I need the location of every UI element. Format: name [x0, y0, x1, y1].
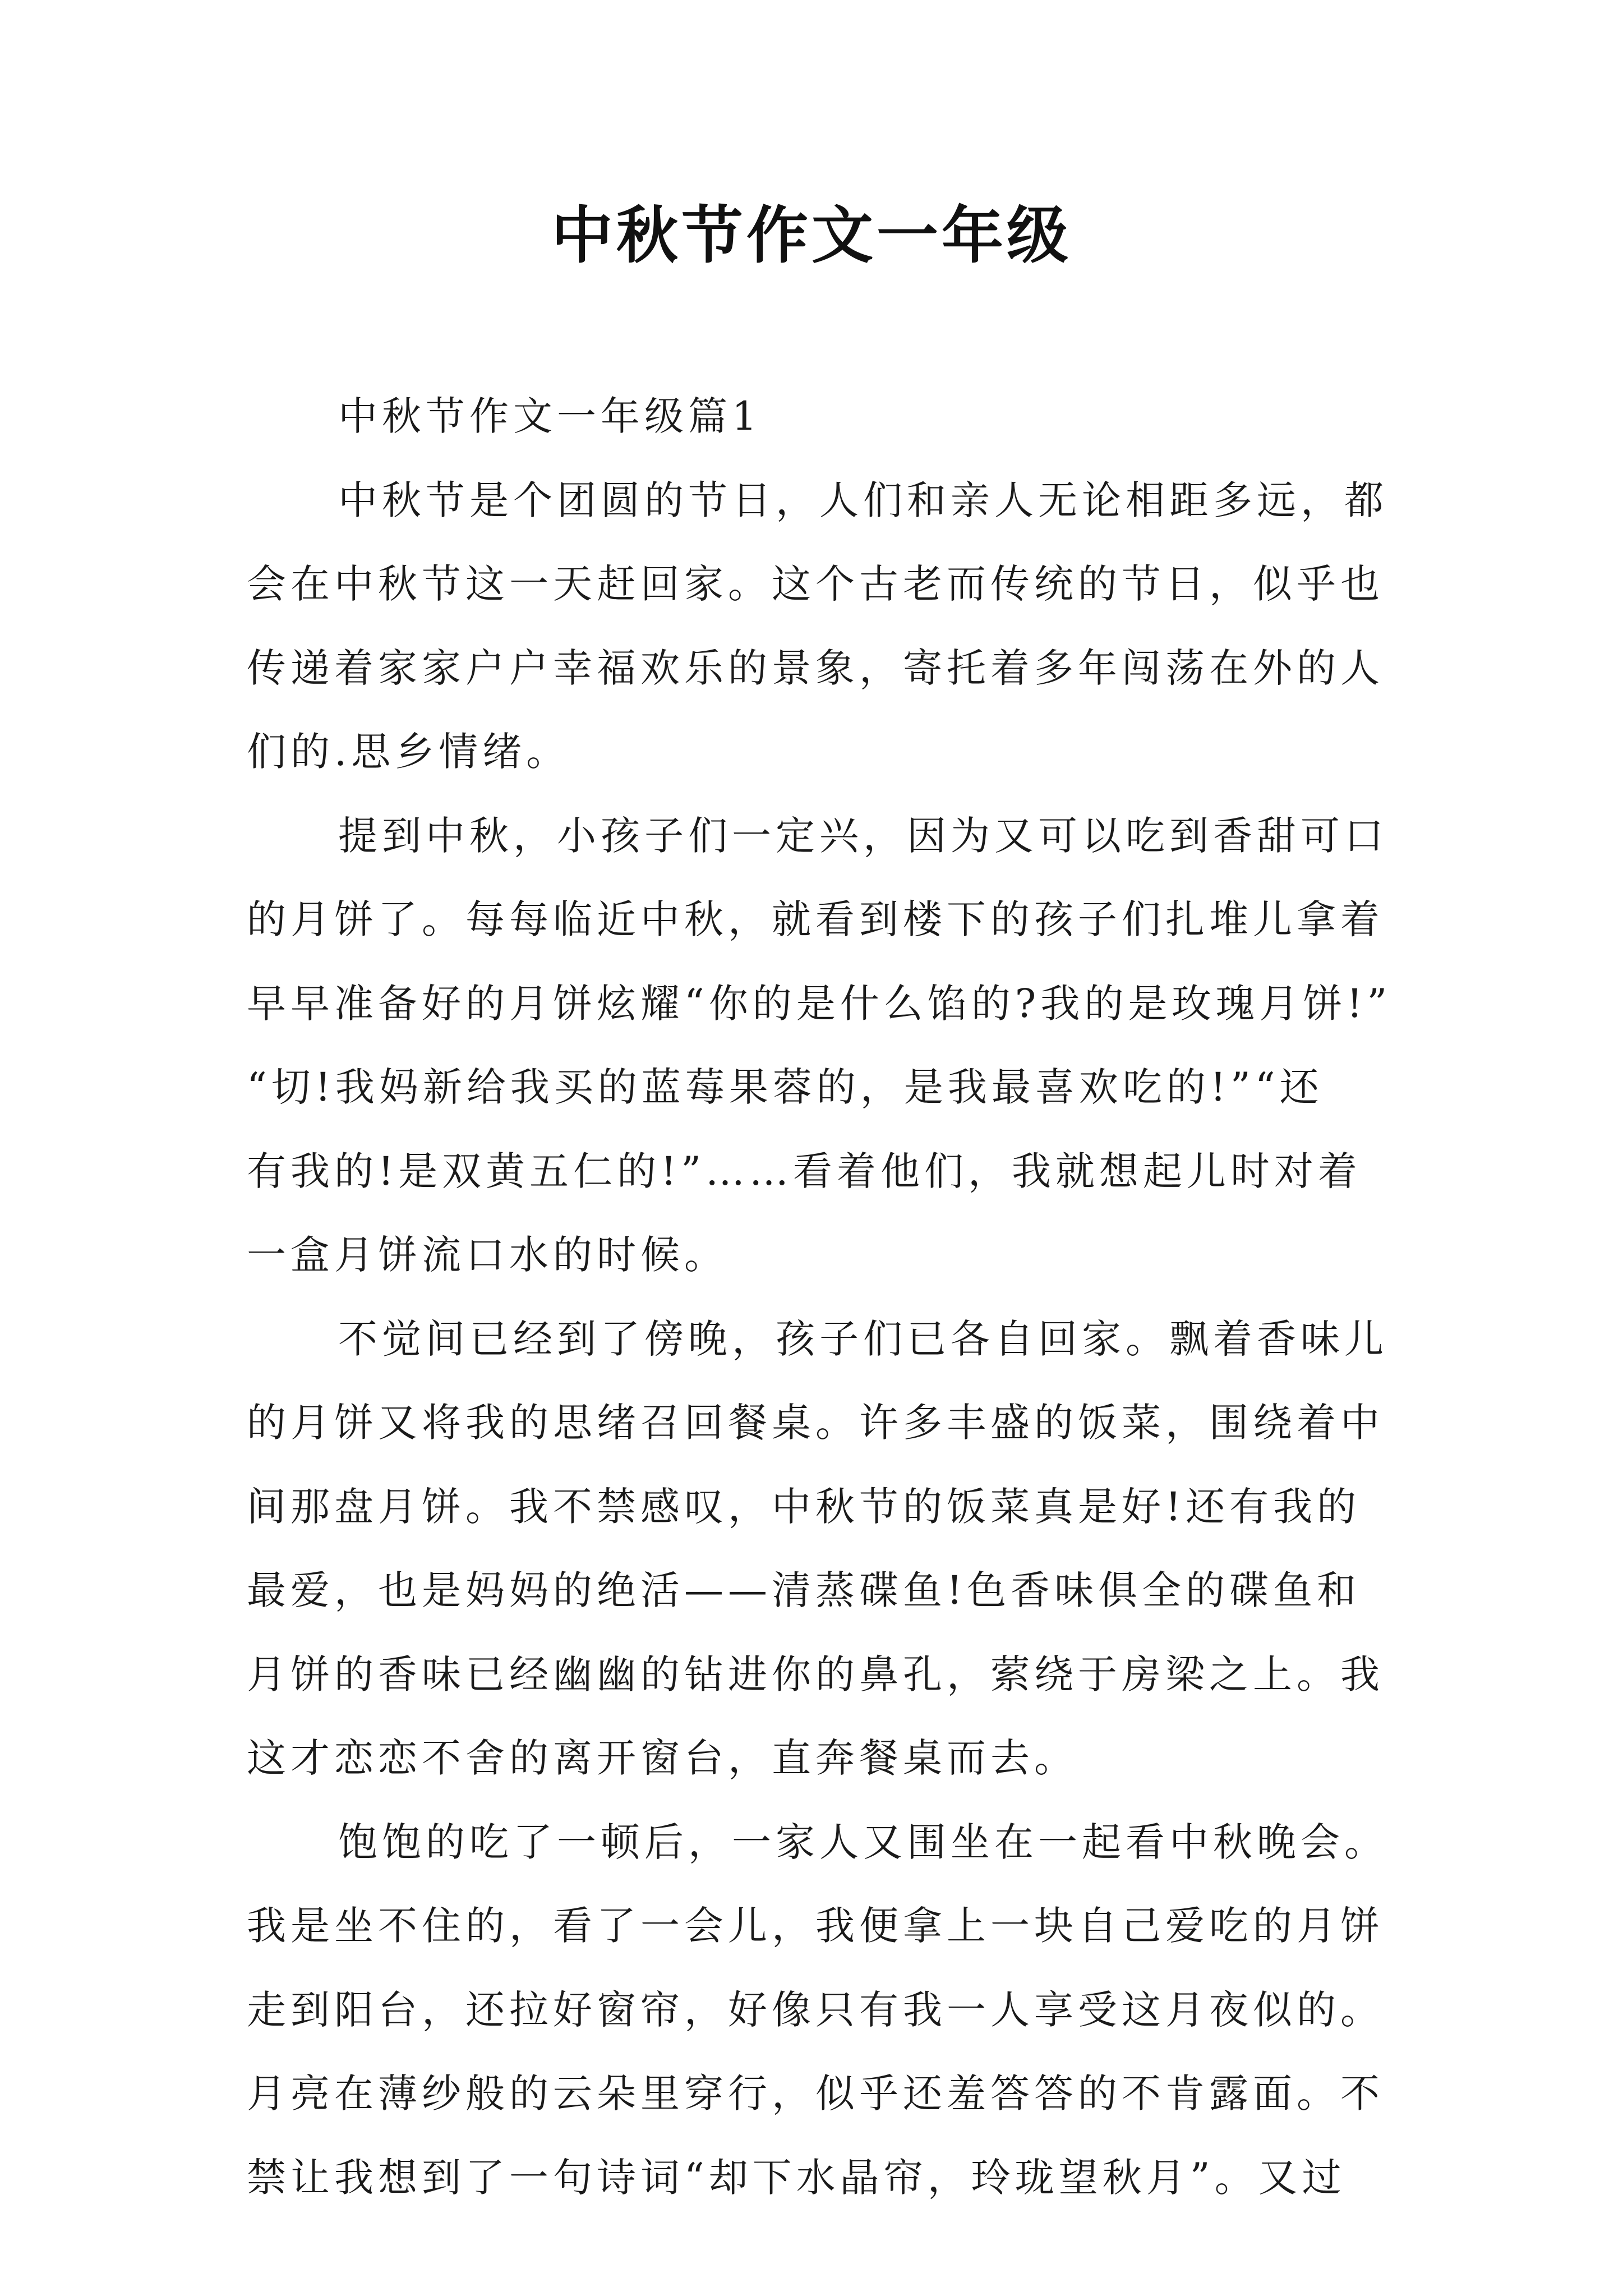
text-line: 月亮在薄纱般的云朵里穿行，似乎还羞答答的不肯露面。不	[247, 2070, 1384, 2116]
text-line: 早早准备好的月饼炫耀“你的是什么馅的?我的是玫瑰月饼!”	[247, 980, 1392, 1027]
document-title: 中秋节作文一年级	[551, 199, 1072, 272]
text-line: 最爱，也是妈妈的绝活——清蒸碟鱼!色香味俱全的碟鱼和	[247, 1567, 1361, 1613]
text-line: 提到中秋，小孩子们一定兴，因为又可以吃到香甜可口	[338, 812, 1388, 859]
text-line: 的月饼了。每每临近中秋，就看到楼下的孩子们扎堆儿拿着	[247, 896, 1384, 942]
text-line: 会在中秋节这一天赶回家。这个古老而传统的节日，似乎也	[247, 561, 1384, 607]
text-line: 不觉间已经到了傍晚，孩子们已各自回家。飘着香味儿	[338, 1315, 1388, 1362]
text-line: 走到阳台，还拉好窗帘，好像只有我一人享受这月夜似的。	[247, 1986, 1384, 2033]
text-line: 中秋节作文一年级篇1	[338, 393, 762, 439]
text-line: 禁让我想到了一句诗词“却下水晶帘，玲珑望秋月”。又过	[247, 2154, 1346, 2201]
text-line: 传递着家家户户幸福欢乐的景象，寄托着多年闯荡在外的人	[247, 645, 1384, 691]
text-line: 中秋节是个团圆的节日，人们和亲人无论相距多远，都	[338, 477, 1388, 523]
text-line: 有我的!是双黄五仁的!”……看着他们，我就想起儿时对着	[247, 1148, 1362, 1194]
text-line: 一盒月饼流口水的时候。	[247, 1232, 728, 1278]
text-line: 饱饱的吃了一顿后，一家人又围坐在一起看中秋晚会。	[338, 1819, 1388, 1865]
document-body	[247, 375, 1396, 2220]
text-line: 们的.思乡情绪。	[247, 729, 570, 775]
text-line: 月饼的香味已经幽幽的钻进你的鼻孔，萦绕于房梁之上。我	[247, 1651, 1384, 1697]
text-line: 我是坐不住的，看了一会儿，我便拿上一块自己爱吃的月饼	[247, 1903, 1384, 1949]
text-line: 的月饼又将我的思绪召回餐桌。许多丰盛的饭菜，围绕着中	[247, 1400, 1384, 1446]
text-line: “切!我妈新给我买的蓝莓果蓉的，是我最喜欢吃的!”“还	[247, 1064, 1324, 1110]
text-line: 间那盘月饼。我不禁感叹，中秋节的饭菜真是好!还有我的	[247, 1483, 1361, 1530]
text-line: 这才恋恋不舍的离开窗台，直奔餐桌而去。	[247, 1735, 1078, 1781]
